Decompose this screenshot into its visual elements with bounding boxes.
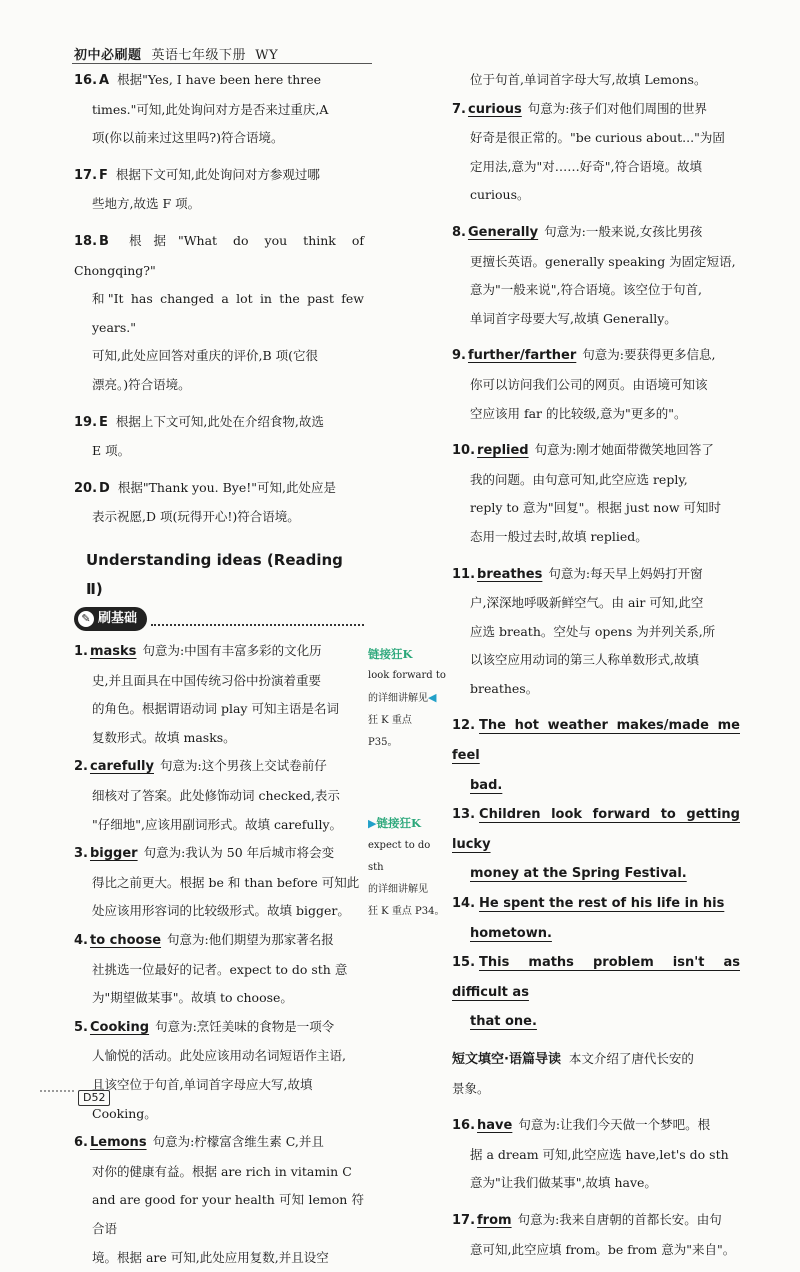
answer-key: F — [99, 167, 108, 183]
answer-list-passage — [452, 1111, 740, 1272]
explanation-text: 根据"Thank you. Bye!"可知,此处应是 — [117, 479, 336, 495]
explanation-text: 漂亮。)符合语境。 — [92, 376, 191, 392]
answer-line — [452, 1141, 740, 1170]
answer-item — [74, 227, 364, 408]
answer-line — [452, 248, 740, 277]
explanation-text: 你可以访问我们公司的网页。由语境可知该 — [470, 376, 708, 392]
item-number: 14. — [452, 896, 476, 912]
explanation-text: 复数形式。故填 masks。 — [92, 729, 236, 745]
item-number: 16. — [452, 1118, 476, 1134]
answer-line — [452, 589, 740, 618]
answer-sentence: hometown. — [470, 925, 552, 941]
header-rule — [72, 63, 372, 64]
explanation-text: 句意为:我认为 50 年后城市将会变 — [143, 845, 335, 861]
explanation-text: 句意为:每天早上妈妈打开窗 — [548, 565, 703, 581]
answer-line — [74, 752, 364, 782]
answer-line — [452, 1206, 740, 1236]
sentence-line — [452, 948, 740, 1007]
sentence-line — [452, 889, 740, 919]
explanation-text: 细核对了答案。此处修饰动词 checked,表示 — [92, 788, 340, 804]
explanation-text: and are good for your health 可知 lemon 符合语 — [92, 1192, 364, 1236]
answer-item — [452, 560, 740, 712]
side-note-expect — [368, 812, 446, 923]
explanation-text: 根据"Yes, I have been here three — [117, 72, 322, 87]
side-note-look-forward — [368, 643, 446, 754]
answer-key: masks — [89, 644, 137, 660]
edition: WY — [255, 48, 279, 63]
answer-line — [74, 897, 364, 926]
answer-item — [74, 839, 364, 926]
explanation-text: 处应该用形容词的比较级形式。故填 bigger。 — [92, 903, 350, 919]
answer-item — [74, 161, 364, 227]
answer-line — [74, 637, 364, 667]
answer-line — [74, 811, 364, 840]
answer-line — [74, 161, 364, 191]
answer-line — [74, 371, 364, 400]
answer-line — [74, 437, 364, 466]
item-number: 3. — [74, 846, 88, 862]
answer-key: Lemons — [89, 1135, 147, 1151]
answer-line — [74, 1186, 364, 1243]
explanation-text: 些地方,故选 F 项。 — [92, 196, 201, 212]
note-tag: ▶链接狂K — [368, 816, 421, 830]
item-number: 15. — [452, 955, 476, 971]
answer-sentence: The hot weather makes/made me feel — [452, 718, 740, 764]
sentence-line — [452, 1007, 740, 1037]
explanation-text: 史,并且面具在中国传统习俗中扮演着重要 — [92, 672, 321, 688]
answer-line — [452, 1236, 740, 1265]
section-title: Understanding ideas (Reading Ⅱ) — [86, 550, 343, 598]
explanation-text: 我的问题。由句意可知,此空应选 reply, — [470, 471, 688, 487]
answer-key: bigger — [89, 846, 138, 862]
answer-item — [74, 637, 364, 752]
answer-item — [74, 474, 364, 540]
explanation-text: Cooking。 — [92, 1105, 157, 1121]
answer-key: E — [99, 414, 108, 430]
answer-item — [452, 218, 740, 341]
explanation-text: times."可知,此处询问对方是否来过重庆,A — [92, 101, 329, 117]
subject: 英语七年级下册 — [151, 48, 247, 63]
answer-key: D — [99, 480, 110, 496]
answer-key: B — [99, 233, 109, 249]
answer-item — [452, 436, 740, 559]
dotted-rule — [151, 612, 364, 626]
explanation-text: 根据下文可知,此处询问对方参观过哪 — [115, 166, 320, 182]
note-line: 的详细讲解见 — [368, 884, 428, 895]
answer-line — [452, 646, 740, 675]
note-line: 的详细讲解见◀ — [368, 691, 437, 704]
answer-line — [74, 926, 364, 956]
answer-line — [74, 1013, 364, 1043]
item-number: 12. — [452, 718, 476, 734]
answer-item — [452, 1206, 740, 1272]
explanation-text: 空应该用 far 的比较级,意为"更多的"。 — [470, 405, 687, 421]
explanation-text: 单词首字母要大写,故填 Generally。 — [470, 310, 677, 326]
note-line: P35。 — [368, 737, 398, 748]
explanation-text: 且该空位于句首,单词首字母应大写,故填 — [92, 1077, 313, 1092]
item-number: 19. — [74, 414, 98, 430]
answer-line — [452, 1169, 740, 1198]
explanation-text: 句意为:我来自唐朝的首都长安。由句 — [517, 1211, 722, 1227]
page-header — [74, 44, 278, 63]
explanation-text: 句意为:烹饪美味的食物是一项令 — [155, 1018, 335, 1034]
answer-item — [74, 1128, 364, 1272]
page-number: D52 — [78, 1090, 110, 1106]
answer-line — [452, 1111, 740, 1141]
arrow-right-icon: ▶ — [368, 817, 377, 830]
answer-line — [74, 984, 364, 1013]
answer-line — [74, 869, 364, 898]
answer-key: have — [477, 1118, 513, 1134]
answer-line — [74, 190, 364, 219]
item-number: 5. — [74, 1019, 88, 1035]
item-number: 8. — [452, 224, 466, 240]
answer-line — [74, 124, 364, 153]
sentence-line — [452, 771, 740, 801]
answer-sentence: money at the Spring Festival. — [470, 866, 687, 882]
answer-item — [74, 926, 364, 1013]
answer-line — [452, 618, 740, 647]
answer-line — [452, 305, 740, 334]
answer-line — [74, 1071, 364, 1100]
item-number: 13. — [452, 807, 476, 823]
answer-line — [452, 371, 740, 400]
item-number: 1. — [74, 644, 88, 660]
answer-item — [452, 341, 740, 436]
item-number: 18. — [74, 233, 98, 249]
item-number: 17. — [452, 1212, 476, 1228]
answer-line — [74, 1100, 364, 1129]
explanation-text: 根据上下文可知,此处在介绍食物,故选 — [115, 413, 324, 429]
item-number: 10. — [452, 443, 476, 459]
sentence-line — [452, 919, 740, 949]
explanation-text: 和"It has changed a lot in the past few years." — [92, 291, 364, 335]
answer-line — [74, 956, 364, 985]
explanation-text: 句意为:要获得更多信息, — [582, 347, 716, 363]
answer-key: breathes — [477, 566, 543, 582]
explanation-text: 根据"What do you think of Chongqing?" — [74, 232, 364, 278]
explanation-text: 得比之前更大。根据 be 和 than before 可知此 — [92, 874, 360, 890]
answer-line — [74, 839, 364, 869]
answer-key: further/farther — [467, 348, 577, 364]
explanation-text: "仔细地",应该用副词形式。故填 carefully。 — [92, 816, 343, 832]
answer-line — [74, 782, 364, 811]
answer-item — [74, 66, 364, 161]
item-number: 20. — [74, 480, 98, 496]
answer-line — [452, 560, 740, 590]
explanation-text: breathes。 — [470, 680, 539, 696]
note-tag: 链接狂K — [368, 647, 413, 661]
sentence-answers — [452, 711, 740, 1037]
answer-line — [74, 408, 364, 438]
explanation-text: 意为"让我们做某事",故填 have。 — [470, 1175, 657, 1191]
explanation-text: 句意为:一般来说,女孩比男孩 — [544, 223, 703, 239]
answer-key: A — [99, 73, 110, 88]
explanation-text: 对你的健康有益。根据 are rich in vitamin C — [92, 1163, 352, 1179]
sentence-line — [452, 711, 740, 770]
explanation-text: 句意为:孩子们对他们周围的世界 — [527, 100, 707, 116]
page-dots — [40, 1090, 74, 1100]
answer-line — [74, 66, 364, 96]
answer-line — [74, 1042, 364, 1071]
answer-key: Generally — [467, 224, 539, 240]
answer-line — [452, 181, 740, 210]
answer-line — [74, 1244, 364, 1272]
answer-line — [452, 494, 740, 523]
answer-line — [74, 1128, 364, 1158]
explanation-text: reply to 意为"回复"。根据 just now 可知时 — [470, 500, 721, 516]
answer-line — [74, 96, 364, 125]
basic-practice-badge: ✎ 刷基础 — [74, 607, 147, 631]
answer-line — [452, 675, 740, 704]
continuation-line: 位于句首,单词首字母大写,故填 Lemons。 — [470, 72, 707, 87]
explanation-text: 为"期望做某事"。故填 to choose。 — [92, 990, 293, 1006]
right-column — [452, 66, 740, 1272]
explanation-text: 应选 breath。空处与 opens 为并列关系,所 — [470, 623, 716, 639]
answer-key: carefully — [89, 759, 154, 775]
item-number: 11. — [452, 566, 476, 582]
answer-line — [452, 523, 740, 552]
explanation-text: 据 a dream 可知,此空应选 have,let's do sth — [470, 1146, 729, 1162]
answer-list-right — [452, 95, 740, 712]
answer-line — [74, 695, 364, 724]
explanation-text: 好奇是很正常的。"be curious about..."为固 — [470, 130, 725, 146]
answer-item — [74, 1013, 364, 1128]
left-column — [74, 66, 364, 1272]
item-number: 9. — [452, 348, 466, 364]
explanation-text: 可知,此处应回答对重庆的评价,B 项(它很 — [92, 348, 318, 364]
answer-sentence: He spent the rest of his life in his — [479, 896, 725, 912]
explanation-text: 表示祝愿,D 项(玩得开心!)符合语境。 — [92, 509, 300, 525]
passage-desc: 本文介绍了唐代长安的 — [568, 1051, 694, 1066]
answer-line — [452, 341, 740, 371]
answer-line — [452, 400, 740, 429]
explanation-text: curious。 — [470, 187, 530, 203]
item-number: 16. — [74, 73, 98, 88]
answer-key: replied — [477, 443, 529, 459]
answer-line — [452, 153, 740, 182]
explanation-text: 意为"一般来说",符合语境。该空位于句首, — [470, 282, 702, 298]
arrow-right-icon: ◀ — [428, 691, 437, 704]
passage-title: 短文填空·语篇导读 — [452, 1052, 561, 1067]
passage-desc: 景象。 — [452, 1080, 490, 1096]
answer-line — [452, 436, 740, 466]
item-number: 17. — [74, 167, 98, 183]
explanation-text: 定用法,意为"对……好奇",符合语境。故填 — [470, 158, 702, 174]
explanation-text: 意可知,此空应填 from。be from 意为"来自"。 — [470, 1241, 736, 1257]
note-line: 狂 K 重点 — [368, 715, 412, 726]
note-line: look forward to — [368, 670, 446, 681]
explanation-text: 项(你以前来过这里吗?)符合语境。 — [92, 130, 284, 146]
explanation-text: 以该空应用动词的第三人称单数形式,故填 — [470, 652, 699, 668]
answer-key: from — [477, 1212, 512, 1228]
answer-line — [74, 724, 364, 753]
answer-sentence: Children look forward to getting lucky — [452, 807, 740, 852]
explanation-text: 句意为:这个男孩上交试卷前仔 — [160, 758, 327, 774]
answer-item — [452, 1111, 740, 1206]
passage-guide — [452, 1045, 740, 1103]
explanation-text: 句意为:他们期望为那家著名报 — [167, 932, 334, 948]
explanation-text: 社挑选一位最好的记者。expect to do sth 意 — [92, 961, 348, 977]
explanation-text: 句意为:让我们今天做一个梦吧。根 — [518, 1117, 711, 1133]
badge-row — [74, 607, 364, 631]
answer-line — [74, 227, 364, 285]
answer-sentence: bad. — [470, 777, 503, 793]
item-number: 2. — [74, 759, 88, 775]
answer-item — [74, 752, 364, 839]
note-line: 狂 K 重点 P34。 — [368, 906, 445, 917]
answer-item — [452, 95, 740, 218]
answer-sentence: that one. — [470, 1014, 537, 1030]
answer-list-reading-i — [74, 66, 364, 540]
answer-list-reading-ii — [74, 637, 364, 1272]
book-title: 初中必刷题 — [74, 48, 142, 63]
sentence-line — [452, 800, 740, 859]
item-number: 4. — [74, 933, 88, 949]
answer-line — [74, 342, 364, 371]
answer-line — [74, 503, 364, 532]
explanation-text: 的角色。根据谓语动词 play 可知主语是名词 — [92, 701, 339, 717]
item-number: 6. — [74, 1135, 88, 1151]
explanation-text: 句意为:刚才她面带微笑地回答了 — [534, 442, 714, 458]
explanation-text: 态用一般过去时,故填 replied。 — [470, 528, 648, 544]
answer-sentence: This maths problem isn't as difficult as — [452, 955, 740, 1000]
answer-line — [452, 95, 740, 125]
item-number: 7. — [452, 101, 466, 117]
pen-icon: ✎ — [78, 611, 94, 627]
answer-line — [74, 285, 364, 342]
answer-item — [74, 408, 364, 474]
explanation-text: 户,深深地呼吸新鲜空气。由 air 可知,此空 — [470, 595, 704, 611]
explanation-text: 境。根据 are 可知,此处应用复数,并且设空 — [92, 1249, 329, 1265]
explanation-text: 更擅长英语。generally speaking 为固定短语, — [470, 253, 736, 269]
answer-line — [452, 466, 740, 495]
explanation-text: E 项。 — [92, 443, 131, 459]
explanation-text: 人愉悦的活动。此处应该用动名词短语作主语, — [92, 1048, 346, 1064]
answer-key: to choose — [89, 933, 162, 949]
answer-line — [452, 124, 740, 153]
explanation-text: 句意为:中国有丰富多彩的文化历 — [142, 643, 322, 659]
answer-line — [74, 1158, 364, 1187]
sentence-line — [452, 859, 740, 889]
answer-line — [452, 218, 740, 248]
answer-key: curious — [467, 101, 522, 117]
answer-line — [452, 276, 740, 305]
explanation-text: 句意为:柠檬富含维生素 C,并且 — [152, 1134, 324, 1150]
answer-line — [74, 474, 364, 504]
note-line: expect to do sth — [368, 840, 431, 873]
answer-key: Cooking — [89, 1019, 150, 1035]
answer-line — [74, 667, 364, 696]
